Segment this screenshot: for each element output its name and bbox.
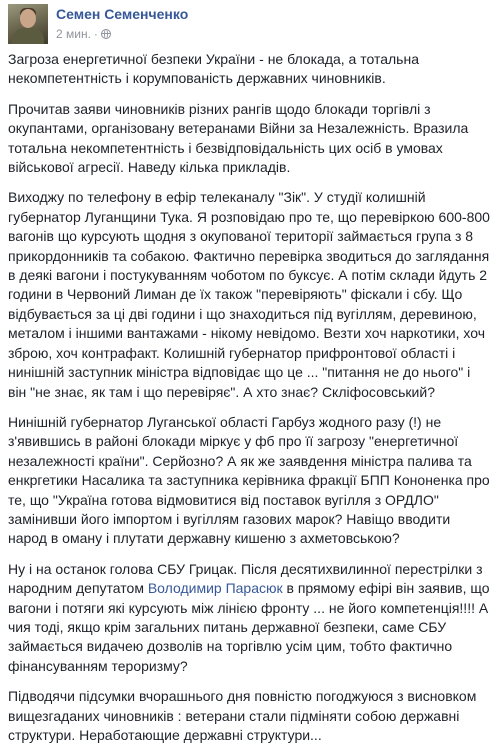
meta-separator: ·: [93, 27, 98, 41]
post-paragraph: Нинішній губернатор Луганської області Гарбуз жодного разу (!) не з'явившись в районі блокади міркує у фб про її загрозу "енергетичної незалежності країни". Серйозно? А як же заявдення міністра палива та енкргетики Насалика та заступника керівника фракції БПП Кононенка про те, що "Україна готова відмовитися від поставок вугілля з ОРДЛО" замінивши його імпортом і вугіллям газових марок? Навіщо вводити народ в оману і плутати державну кишеню з ахметовською?: [8, 413, 490, 547]
paragraph-text: Ну і на останок голова СБУ Грицак. Після десятихвилинної перестрілки з народним депутатом: [8, 560, 483, 597]
paragraph-text: в прямому ефірі він заявив, що вагони і потяги які курсують між лінією фронту ... не його компетенція!!!! А чия тоді, якщо крім загальних питань державної безпеки, саме СБУ займається видачею дозволів на торгівлю усім цим, тобто фактично фінансуванням тероризму?: [8, 580, 490, 674]
mentioned-user-link[interactable]: Володимир Парасюк: [147, 580, 283, 597]
globe-icon: [101, 29, 111, 39]
post-paragraph: [8, 560, 492, 676]
author-name[interactable]: Семен Семенченко: [56, 6, 189, 22]
post-paragraph: Прочитав заяви чиновників різних рангів щодо блокади торгівлі з окупантами, організовану ветеранами Війни за Незалежність. Вразила тотальна некомпетентність і безвідповідальність цих осіб в умовах військової агресії. Наведу кілька прикладів.: [8, 100, 469, 176]
author-avatar[interactable]: [8, 4, 48, 44]
post-paragraph: Виходжу по телефону в ефір телеканалу "Зік". У студії колишній губернатор Луганщини Тука. Я розповідаю про те, що перевіркою 600-800 вагонів що курсують щодня з окупованої території займається група з 8 прикордонників та собакою. Фактично перевірка зводиться до заглядання в деякі вагони і постукуванням чоботом по буксує. А потім склади йдуть 2 години в Червоний Лиман де їх також "перевіряють" фіскали і сбу. Що відбувається за ці дві години і що знаходиться під вугіллям, деревиною, металом і іншими вантажами - нікому невідомо. Везти хоч наркотики, хоч зброю, хоч контрафакт. Колишній губернатор прифронтової області і нинішній заступник міністра відповідає що це ... "питання не до нього" і він "не знає, як там і що перевіряє". А хто знає? Скліфосовський?: [8, 189, 490, 400]
post-timestamp[interactable]: 2 мин.: [56, 27, 91, 41]
post-meta: [56, 27, 111, 41]
post-header: [8, 4, 492, 48]
post-body: [8, 50, 492, 756]
post-paragraph: Підводячи підсумки вчорашнього дня повністю погоджуюся з висновком вищезгаданих чиновників : ветерани стали підміняти собою державні структури. Неработающие державні структури...: [8, 688, 477, 743]
post-paragraph: Загроза енергетичної безпеки України - не блокада, а тотальна некомпетентність і корумпованість державних чиновників.: [8, 51, 419, 87]
